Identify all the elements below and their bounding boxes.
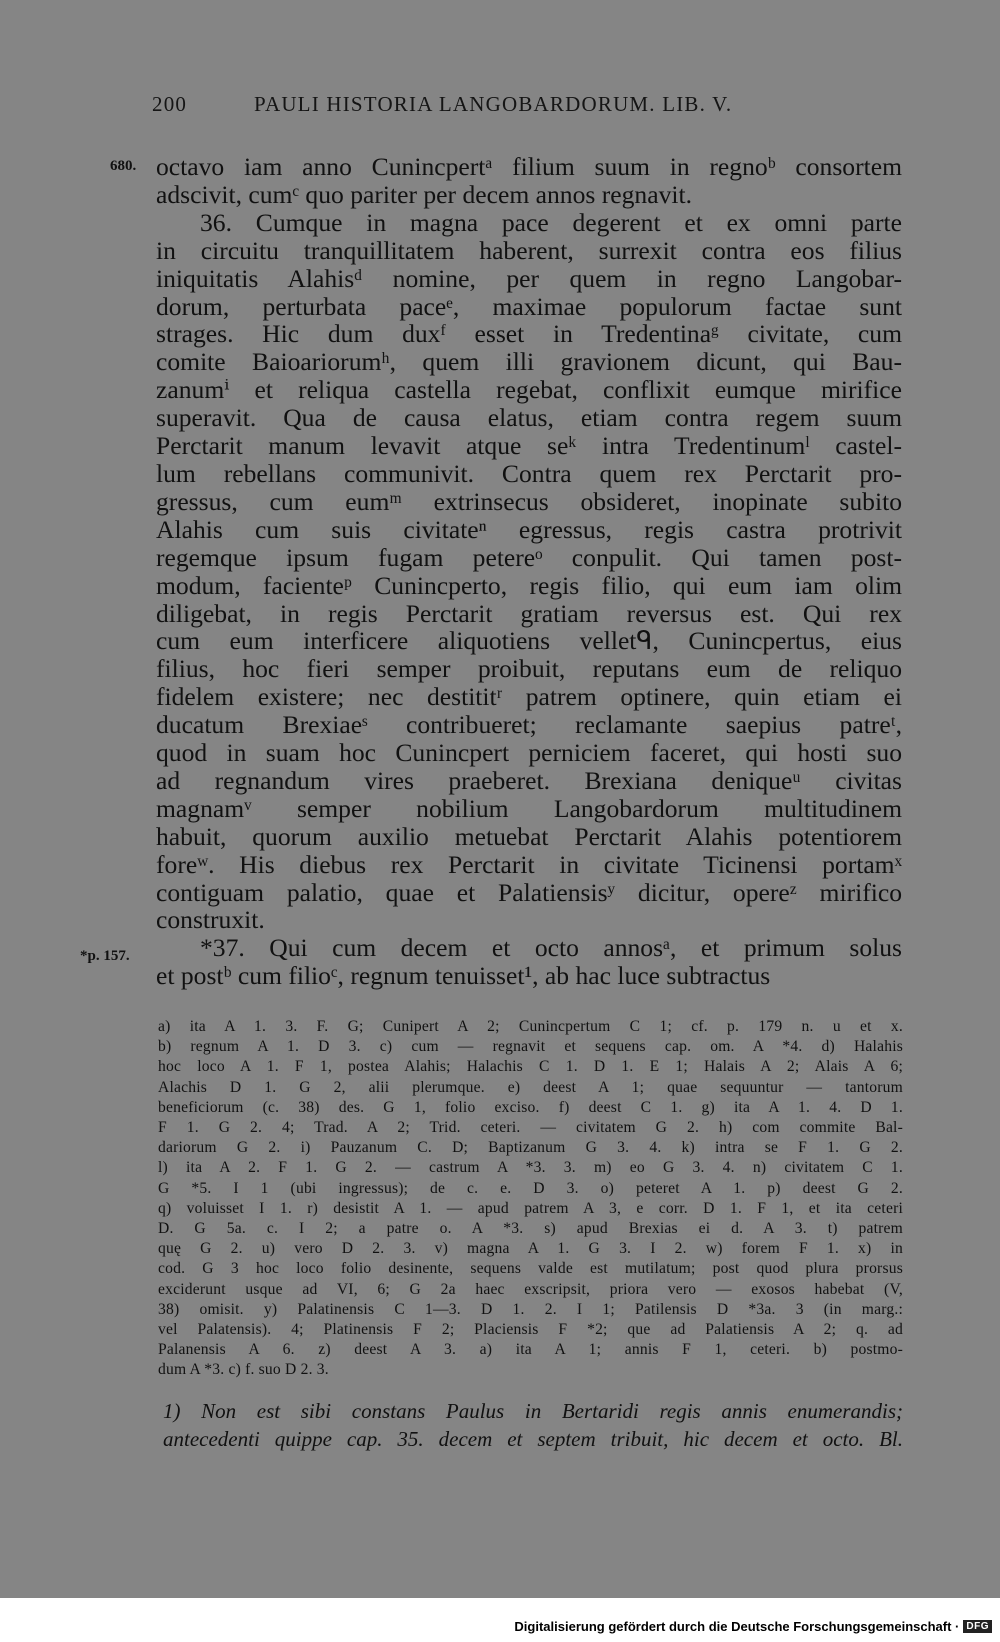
text-line: adscivit, cumᶜ quo pariter per decem annos regnavit. (156, 179, 693, 209)
apparatus-line: 38) omisit. y) Palatinensis C 1—3. D 1. 2. I 1; Patilensis D *3a. 3 (in marg.: (158, 1300, 903, 1318)
text-line: octavo iam anno Cunincpertᵃ filium suum in regnoᵇ consortem (156, 152, 902, 181)
running-title: PAULI HISTORIA LANGOBARDORUM. LIB. V. (254, 92, 733, 116)
text-line: dorum, perturbata paceᵉ, maximae populorum factae sunt (156, 291, 902, 321)
text-line: superavit. Qua de causa elatus, etiam contra regem suum (156, 403, 902, 433)
main-text (156, 153, 902, 990)
apparatus-line: F 1. G 2. 4; Trad. A 2; Trid. ceteri. — civitatem G 2. h) com commite Bal- (158, 1119, 903, 1137)
footnote-line: 1) Non est sibi constans Paulus in Bertaridi regis annis enumerandis; (163, 1399, 903, 1423)
dfg-logo: DFG (963, 1620, 992, 1633)
margin-year: 680. (110, 158, 137, 174)
apparatus-line: l) ita A 2. F 1. G 2. — castrum A *3. 3. m) eo G 3. 4. n) civitatem C 1. (158, 1159, 903, 1177)
text-line: gressus, cum eumᵐ extrinsecus obsideret, inopinate subito (156, 486, 902, 516)
margin-page-ref: *p. 157. (80, 948, 130, 964)
apparatus-line: Alachis D 1. G 2, alii plerumque. e) deest A 1; quae sequuntur — tantorum (158, 1078, 903, 1096)
apparatus-line: a) ita A 1. 3. F. G; Cunipert A 2; Cunincpertum C 1; cf. p. 179 n. u et x. (158, 1018, 903, 1035)
text-line: Perctarit manum levavit atque seᵏ intra Tredentinumˡ castel- (156, 431, 902, 461)
apparatus-line: dariorum G 2. i) Pauzanum C. D; Baptizanum G 3. 4. k) intra se F 1. G 2. (158, 1139, 903, 1157)
text-line: habuit, quorum auxilio metuebat Perctarit Alahis potentiorem (156, 821, 902, 851)
footnote (163, 1397, 903, 1453)
apparatus-line: exciderunt usque ad VI, 6; G 2a haec exscripsit, priora vero — exosos habebat (V, (158, 1280, 903, 1298)
apparatus-line: vel Palatensis). 4; Platinensis F 2; Placiensis F *2; que ad Palatiensis A 2; q. ad (158, 1321, 903, 1339)
text-line: comite Baioariorumʰ, quem illi gravionem dicunt, qui Bau- (156, 347, 902, 377)
text-line: modum, facienteᵖ Cunincperto, regis filio, qui eum iam olim (156, 570, 902, 600)
text-line: ad regnandum vires praeberet. Brexiana deniqueᵘ civitas (156, 765, 902, 795)
text-line: Alahis cum suis civitateⁿ egressus, regis castra protrivit (156, 514, 902, 544)
text-line: et postᵇ cum filioᶜ, regnum tenuisset¹, ab hac luce subtractus (156, 961, 771, 991)
text-line: filius, hoc fieri semper proibuit, reputans eum de reliquo (156, 654, 902, 684)
apparatus-line: hoc loco A 1. F 1, postea Alahis; Halachis C 1. D 1. E 1; Halais A 2; Alais A 6; (158, 1058, 903, 1076)
apparatus-line: b) regnum A 1. D 3. c) cum — regnavit et sequens cap. om. A *4. d) Halahis (158, 1038, 903, 1056)
critical-apparatus (158, 1017, 903, 1381)
text-line: fidelem existere; nec destititʳ patrem optinere, quin etiam ei (156, 682, 902, 712)
apparatus-line: quę G 2. u) vero D 2. 3. v) magna A 1. G 3. I 2. w) forem F 1. x) in (158, 1240, 903, 1258)
page-number: 200 (152, 92, 188, 116)
text-line: zanumⁱ et reliqua castella regebat, conflixit eumque mirifice (156, 375, 902, 405)
apparatus-line: D. G 5a. c. I 2; a patre o. A *3. s) apud Brexias ei d. A 3. t) patrem (158, 1220, 903, 1238)
text-line: iniquitatis Alahisᵈ nomine, per quem in regno Langobar- (156, 263, 902, 293)
text-line: contiguam palatio, quae et Palatiensisʸ dicitur, opereᶻ mirifico (156, 877, 902, 907)
apparatus-line: G *5. I 1 (ubi ingressus); de c. e. D 3. o) peteret A 1. p) deest G 2. (158, 1179, 903, 1197)
text-line: foreʷ. His diebus rex Perctarit in civitate Ticinensi portamˣ (156, 849, 902, 879)
text-line: *37. Qui cum decem et octo annosᵃ, et primum solus (200, 933, 902, 963)
credit-text: Digitalisierung gefördert durch die Deutsche Forschungsgemeinschaft · (514, 1619, 960, 1634)
apparatus-line: Palanensis A 6. z) deest A 3. a) ita A 1; annis F 1, ceteri. b) postmo- (158, 1341, 903, 1359)
digitization-credit (514, 1619, 992, 1634)
text-line: 36. Cumque in magna pace degerent et ex omni parte (200, 207, 902, 237)
apparatus-line: dum A *3. c) f. suo D 2. 3. (158, 1361, 329, 1379)
text-line: lum rebellans communivit. Contra quem rex Perctarit pro- (156, 458, 902, 488)
apparatus-line: beneficiorum (c. 38) des. G 1, folio exciso. f) deest C 1. g) ita A 1. 4. D 1. (158, 1098, 903, 1116)
footnote-line: antecedenti quippe cap. 35. decem et septem tribuit, hic decem et octo. Bl. (163, 1427, 903, 1451)
apparatus-line: cod. G 3 hoc loco folio desinente, sequens valde est mutilatum; post quod plura prorsus (158, 1260, 903, 1278)
text-line: quod in suam hoc Cunincpert perniciem faceret, qui hosti suo (156, 738, 902, 768)
text-line: cum eum interficere aliquotiens velletᑫ, Cunincpertus, eius (156, 626, 902, 656)
apparatus-line: q) voluisset I 1. r) desistit A 1. — apud patrem A 3, e corr. D 1. F 1, et ita ceteri (158, 1199, 903, 1217)
text-line: ducatum Brexiaeˢ contribueret; reclamante saepius patreᵗ, (156, 710, 902, 740)
text-line: diligebat, in regis Perctarit gratiam reversus est. Qui rex (156, 598, 902, 628)
text-line: magnamᵛ semper nobilium Langobardorum multitudinem (156, 793, 902, 823)
text-line: strages. Hic dum duxᶠ esset in Tredentinaᵍ civitate, cum (156, 319, 902, 349)
text-line: construxit. (156, 905, 265, 935)
text-line: in circuitu tranquillitatem haberent, surrexit contra eos filius (156, 235, 902, 265)
text-line: regemque ipsum fugam petereᵒ conpulit. Qui tamen post- (156, 542, 902, 572)
